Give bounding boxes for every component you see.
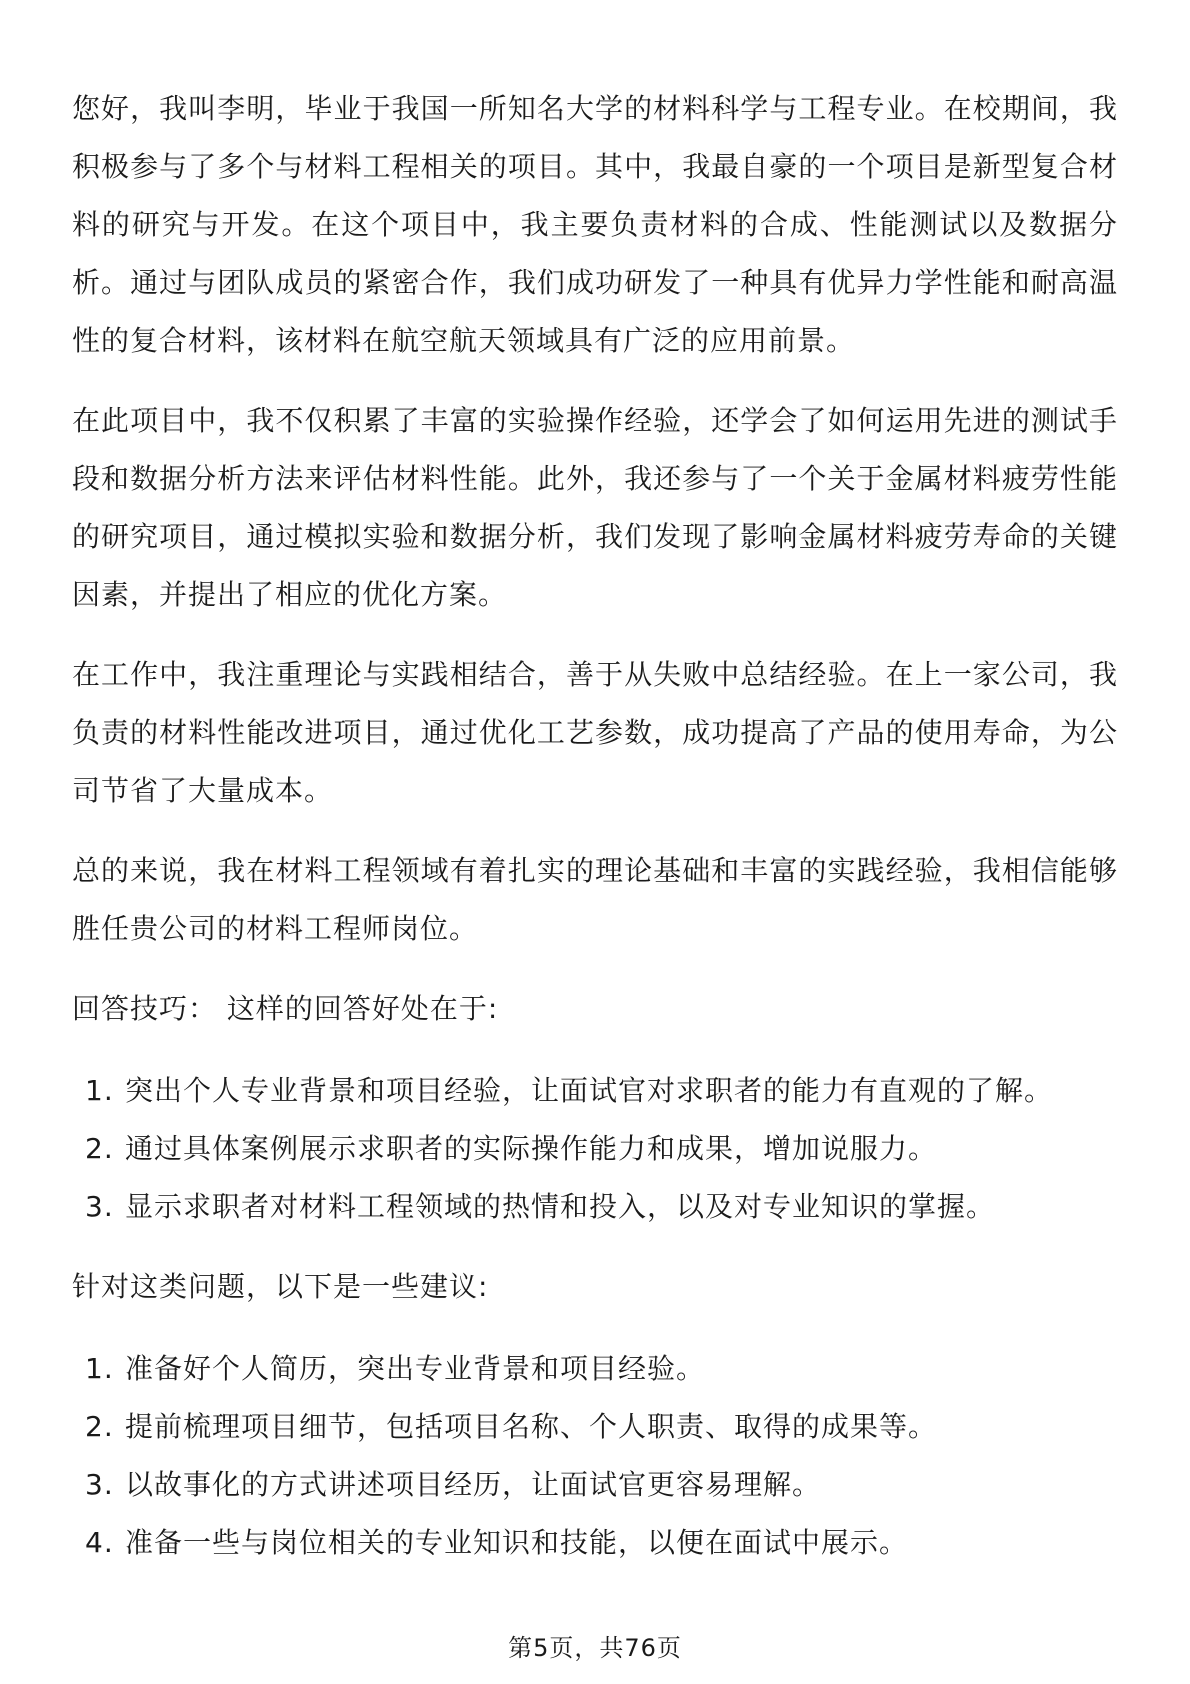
- list-item: [72, 1398, 1118, 1456]
- list-item-text: 准备好个人简历，突出专业背景和项目经验。: [125, 1352, 706, 1385]
- list-item: [72, 1120, 1118, 1178]
- list-number: 2.: [85, 1132, 114, 1165]
- work-paragraph: 在工作中，我注重理论与实践相结合，善于从失败中总结经验。在上一家公司，我负责的材料性能改进项目，通过优化工艺参数，成功提高了产品的使用寿命，为公司节省了大量成本。: [72, 658, 1118, 807]
- list-item-text: 提前梳理项目细节，包括项目名称、个人职责、取得的成果等。: [125, 1410, 938, 1443]
- tips-list: [72, 1062, 1118, 1236]
- list-item: [72, 1514, 1118, 1572]
- list-item: [72, 1340, 1118, 1398]
- list-number: 3.: [85, 1468, 114, 1501]
- list-item: [72, 1062, 1118, 1120]
- page-content: [72, 80, 1118, 1594]
- experience-paragraph: 在此项目中，我不仅积累了丰富的实验操作经验，还学会了如何运用先进的测试手段和数据分析方法来评估材料性能。此外，我还参与了一个关于金属材料疲劳性能的研究项目，通过模拟实验和数据分析，我们发现了影响金属材料疲劳寿命的关键因素，并提出了相应的优化方案。: [72, 404, 1118, 611]
- suggestions-heading: 针对这类问题，以下是一些建议:: [72, 1270, 489, 1303]
- list-item-text: 显示求职者对材料工程领域的热情和投入，以及对专业知识的掌握。: [125, 1190, 996, 1223]
- list-item: [72, 1456, 1118, 1514]
- list-number: 3.: [85, 1190, 114, 1223]
- list-number: 1.: [85, 1074, 114, 1107]
- list-item-text: 通过具体案例展示求职者的实际操作能力和成果，增加说服力。: [125, 1132, 938, 1165]
- list-item-text: 准备一些与岗位相关的专业知识和技能，以便在面试中展示。: [125, 1526, 909, 1559]
- list-number: 2.: [85, 1410, 114, 1443]
- list-item-text: 以故事化的方式讲述项目经历，让面试官更容易理解。: [125, 1468, 822, 1501]
- summary-paragraph: 总的来说，我在材料工程领域有着扎实的理论基础和丰富的实践经验，我相信能够胜任贵公司的材料工程师岗位。: [72, 854, 1118, 945]
- intro-paragraph: 您好，我叫李明，毕业于我国一所知名大学的材料科学与工程专业。在校期间，我积极参与了多个与材料工程相关的项目。其中，我最自豪的一个项目是新型复合材料的研究与开发。在这个项目中，我主要负责材料的合成、性能测试以及数据分析。通过与团队成员的紧密合作，我们成功研发了一种具有优异力学性能和耐高温性的复合材料，该材料在航空航天领域具有广泛的应用前景。: [72, 92, 1118, 357]
- list-item: [72, 1178, 1118, 1236]
- suggestions-list: [72, 1340, 1118, 1572]
- list-number: 1.: [85, 1352, 114, 1385]
- list-number: 4.: [85, 1526, 114, 1559]
- page-number-footer: 第5页，共76页: [508, 1634, 682, 1662]
- list-item-text: 突出个人专业背景和项目经验，让面试官对求职者的能力有直观的了解。: [125, 1074, 1054, 1107]
- tips-heading: 回答技巧： 这样的回答好处在于:: [72, 992, 499, 1025]
